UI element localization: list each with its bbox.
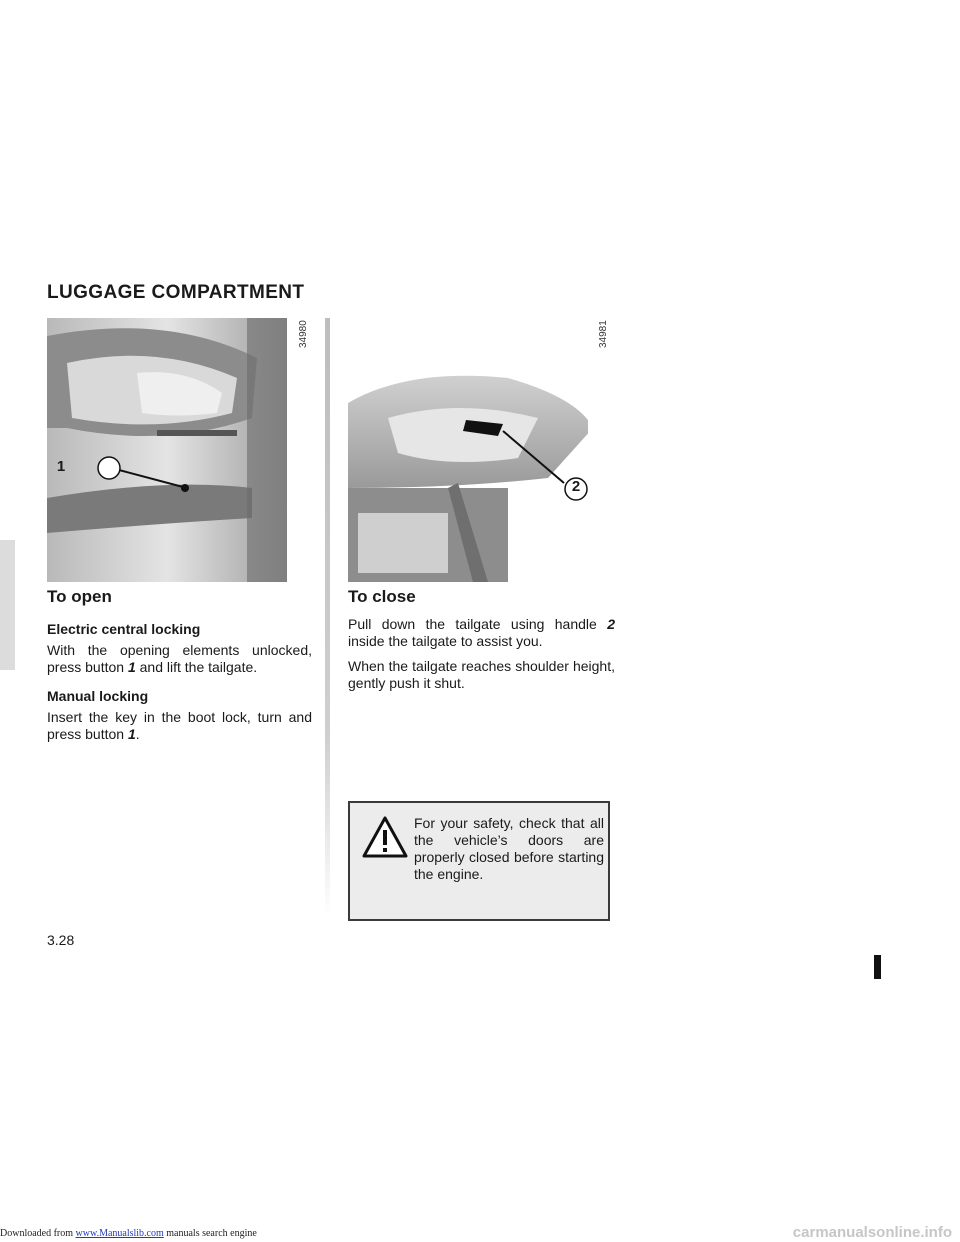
warning-triangle-icon <box>362 815 408 859</box>
end-marker <box>874 955 881 979</box>
safety-warning-box <box>348 801 610 921</box>
watermark: carmanualsonline.info <box>792 1224 952 1241</box>
close-text-2: When the tailgate reaches shoulder height, gently push it shut. <box>348 658 615 691</box>
close-section <box>348 587 615 692</box>
page-number: 3.28 <box>47 932 75 948</box>
open-heading: To open <box>47 587 112 606</box>
footer-prefix: Downloaded from <box>0 1228 76 1239</box>
footer-suffix: manuals search engine <box>163 1228 257 1239</box>
figure-tailgate-rear <box>47 318 287 582</box>
electric-locking-subheading: Electric central locking <box>47 621 201 637</box>
manual-locking-text: Insert the key in the boot lock, turn and press button 1. <box>47 709 312 742</box>
figure-ref-right: 34981 <box>598 320 609 348</box>
open-section <box>47 587 312 743</box>
figure-ref-left: 34980 <box>298 320 309 348</box>
figure-tailgate-open <box>348 318 588 582</box>
manual-locking-subheading: Manual locking <box>47 688 149 704</box>
close-heading: To close <box>348 587 416 606</box>
close-text-1: Pull down the tailgate using handle 2 inside the tailgate to assist you. <box>348 616 615 649</box>
section-title: LUGGAGE COMPARTMENT <box>47 282 305 303</box>
column-divider <box>325 318 330 918</box>
callout-1: 1 <box>56 458 66 475</box>
warning-text: For your safety, check that all the vehicle’s doors are properly closed before starting the engine. <box>414 815 604 882</box>
chapter-tab <box>0 540 15 670</box>
callout-2: 2 <box>571 478 581 495</box>
electric-locking-text: With the opening elements unlocked, press button 1 and lift the tailgate. <box>47 642 312 675</box>
manualslib-link[interactable]: www.Manualslib.com <box>75 1228 164 1239</box>
